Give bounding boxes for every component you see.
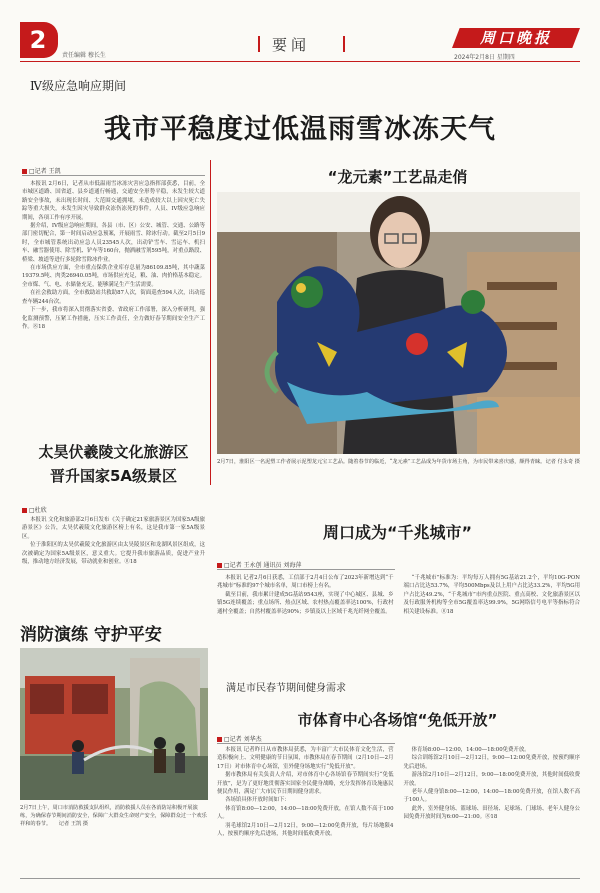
photo-credit: 记者 付永奇 摄	[545, 459, 580, 465]
byline-marker	[22, 508, 27, 513]
dragon-craft-photo	[217, 192, 580, 454]
editor-credit: 责任编辑 穆长生	[62, 52, 106, 59]
section-divider-left	[258, 36, 260, 52]
article1-headline: 我市平稳度过低温雨雪冰冻天气	[104, 114, 496, 145]
photo-credit: 记者 王凯 摄	[58, 821, 89, 827]
paragraph: 本报讯 记者昨日从市教体局获悉，为丰富广大市民体育文化生活，营造积极向上、文明健康的节日氛围，市教体局在春节期间（2月10日—2月17日）对市体育中心场馆，室外健身场地实行“免低开放”。	[217, 747, 394, 770]
byline-rule	[217, 743, 395, 744]
article4-headline: “龙元素”工艺品走俏	[327, 168, 468, 186]
masthead-title: 周口晚报	[479, 29, 552, 47]
paragraph: 在市场供应方面，全市重点保供企业库存总量为86109.85吨，其中蔬菜19379.5吨、肉类26940.05吨，市场供应充足，粮、油、肉价格基本稳定。全市煤、气、电、水储备充足，能够满足生产生活需要。	[22, 265, 205, 288]
bottom-rule	[20, 878, 580, 879]
article2-body	[22, 516, 205, 606]
page-number: 2	[29, 26, 47, 54]
paragraph: 本报讯 2月6日，记者从市低温雨雪冰冻灾害应急指挥部获悉，目前，全市城区道路、国省道、县乡道通行畅通，交通安全形势平稳，未发生较大道路安全事故，未出现长时间、大范围交通拥堵，未造成较大以上因灾死亡失踪等重大损失，未发生因灾导致群众冻伤冻死的事件，人员、IV级应急响应期间，各项工作有序开展。	[22, 181, 205, 221]
article2-headline-line2: 晋升国家5A级景区	[49, 467, 178, 485]
byline-marker	[22, 169, 27, 174]
paragraph: 体育场8:00—12:00，14:00—18:00免费开放。	[411, 747, 530, 753]
article6-byline	[217, 734, 397, 743]
byline-text: □记者 王永创 通讯员 刘海萍	[224, 562, 302, 569]
paragraph: 本报讯 记者2月6日获悉，工信部于2月4日公布了2023年新增达到“千兆城市”标准的97个城市名单，周口市榜上有名。	[217, 575, 394, 590]
fire-drill-illustration	[20, 648, 208, 800]
article1-byline	[22, 166, 202, 175]
section-title: 要闻	[272, 36, 311, 54]
caption-text: 2月7日，淮阳区一名泥塑工作者展示泥塑龙元宝工艺品。随着春节的临近，“龙元素”工艺品成为年货市场主角，为市民带来喜庆感，颇得青睐。	[217, 459, 546, 465]
article1-kicker: Ⅳ级应急响应期间	[30, 79, 126, 93]
article3-caption	[20, 804, 208, 854]
article6-headline: 市体育中心各场馆“免低开放”	[297, 711, 498, 729]
byline-marker	[217, 737, 222, 742]
paragraph: 游泳馆2月10日—2月12日，9:00—18:00免费开放，其他时间低收费开放。	[403, 772, 580, 787]
paragraph: 下一步，我市将深入贯彻落实省委、省政府工作部署，深入分析研判，强化监测预警，压紧工作措施，压实工作责任，全力做好春节期间安全生产工作。⑧18	[22, 307, 205, 330]
byline-text: □记者 刘华杰	[224, 736, 262, 743]
paragraph: 在社会救助方面，全市救助站共救助87人次，街面巡查594人次，出动巡查车辆244台次。	[22, 290, 205, 305]
paragraph: 此外，室外健身场、篮球场、田径场、足球场、门球场、老年人健身公园免费开放时间为6:00—21:00。⑧18	[403, 805, 580, 821]
issue-date: 2024年2月8日 星期四	[454, 54, 515, 61]
article1-body	[22, 180, 205, 418]
article5-headline: 周口成为“千兆城市”	[322, 523, 473, 542]
section-divider-right	[343, 36, 345, 52]
article2-headline-line1: 太昊伏羲陵文化旅游区	[38, 443, 189, 461]
byline-rule	[22, 175, 205, 176]
paragraph: 综合训练馆2月10日—2月12日，9:00—12:00免费开放，按预约顺序先后进场。	[403, 755, 580, 770]
article6-body	[217, 746, 580, 876]
paragraph: 体育馆8:00—12:00，14:00—18:00免费开放，在馆人数不高于100人。	[217, 805, 394, 821]
byline-text: □记者 王凯	[29, 168, 61, 175]
paragraph: 本报讯 文化和旅游部2月6日发布《关于确定21家旅游景区为国家5A级旅游景区》公告，太昊伏羲陵文化旅游区榜上有名，这是我市第一家5A级景区。	[22, 517, 205, 540]
column-divider	[210, 160, 211, 485]
article3-headline: 消防演练 守护平安	[20, 625, 162, 645]
paragraph: 据市教体局有关负责人介绍，对市体育中心各场馆春节期间实行“免低开放”，是为了更好地贯彻落实国家全民健身战略，充分发挥体育设施惠民便民作用，满足广大市民节日期间健身需求。	[217, 772, 394, 796]
article4-caption	[217, 458, 580, 484]
article5-byline	[217, 560, 397, 569]
paragraph: 据介绍，IV级应急响应期间，各县（市、区）公安、城管、交通、公路等部门密切配合，第一时间启动应急预案，开展雨雪、除冰行动。截至2月5日9时，全市城管系统出动应急人员23545人次，出动铲雪车、雪运车、机扫车、融雪器使用、除雪机、铲车等160台，抛洒融雪剂595吨，对重点路段、桥梁、坡道等进行多轮除雪除冰作业。	[22, 223, 205, 263]
paragraph: 羽毛球馆2月10日—2月12日，9:00—12:00免费开放，每片场地限4人，按预约顺序先后进场，其他时间低收费开放。	[217, 822, 394, 838]
paragraph: “千兆城市”标准为：平均每万人拥有5G基站21.2个，平均10G-PON端口占比达53.7%，平均500Mbps及以上用户占比达33.2%，平均5G用户占比达49.2%，“千兆城市”市内重点医院、重点高校、文化旅游景区以及行政服务机构等全市5G覆盖率达99.9%，5G网络信号电平等指标符合相关建设标准。⑧18	[403, 575, 580, 615]
paragraph: 截至目前，我市累计建成5G基站9543座，实现了中心城区、县城、乡镇5G连续覆盖；重点场所、热点区域、农村热点覆盖率达100%，行政村通村全覆盖；自然村覆盖率达90%；乡镇及以上区域千兆光纤网全覆盖。	[217, 591, 394, 615]
paragraph: 各场馆具体开放时间如下：	[225, 797, 290, 804]
byline-text: □杜欣	[29, 507, 47, 514]
byline-marker	[217, 563, 222, 568]
dragon-craft-illustration	[217, 192, 580, 454]
header-rule	[20, 61, 580, 62]
paragraph: 位于淮阳区的太昊伏羲陵文化旅游区由太昊陵景区和龙湖风景区组成，这次被确定为国家5A级景区，意义重大。它提升我市旅游品质，促进产业升级，推动地方经济发展，带动就业和创业。⑧18	[22, 542, 205, 566]
fire-drill-photo	[20, 648, 208, 800]
article2-byline	[22, 505, 202, 514]
article5-body	[217, 574, 580, 666]
article6-kicker: 满足市民春节期间健身需求	[226, 683, 346, 694]
caption-text: 2月7日上午，周口市消防救援支队组织，消防救援人员在各消防站积极开展演练，为确保春节期间消防安全，保障广大群众生命财产安全，保障群众过一个欢乐祥和的春节。	[20, 805, 207, 827]
byline-rule	[217, 569, 395, 570]
paragraph: 老年人健身馆8:00—12:00，14:00—18:00免费开放，在馆人数不高于100人。	[403, 789, 580, 804]
